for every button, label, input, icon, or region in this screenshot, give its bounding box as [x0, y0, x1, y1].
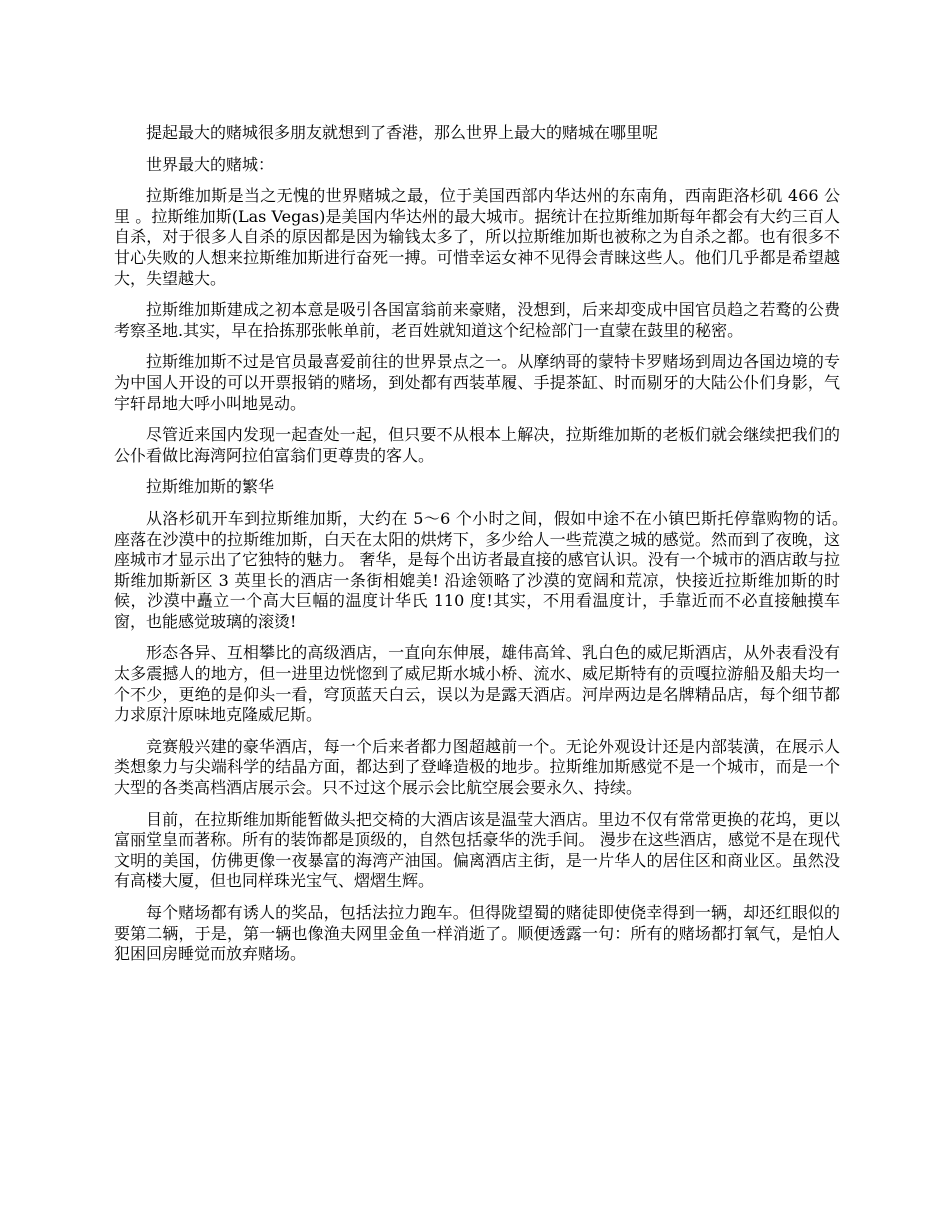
luxury-hotels-paragraph: 竞赛般兴建的豪华酒店，每一个后来者都力图超越前一个。无论外观设计还是内部装潢，在展示人类想象力与尖端科学的结晶方面，都达到了登峰造极的地步。拉斯维加斯感觉不是一个城市，而是一个大型的各类高档酒店展示会。只不过这个展示会比航空展会要永久、持续。: [114, 736, 840, 798]
wynn-hotel-paragraph: 目前，在拉斯维加斯能暂做头把交椅的大酒店该是温莹大酒店。里边不仅有常常更换的花坞，更以富丽堂皇而著称。所有的装饰都是顶级的，自然包括豪华的洗手间。 漫步在这些酒店，感觉不是在现代文明的美国，仿佛更像一夜暴富的海湾产油国。偏离酒店主街，是一片华人的居住区和商业区。虽然没有高楼大厦，但也同样珠光宝气、熠熠生辉。: [114, 809, 840, 891]
las-vegas-overview-paragraph: 拉斯维加斯是当之无愧的世界赌城之最，位于美国西部内华达州的东南角，西南距洛杉矶 466 公里 。拉斯维加斯(Las Vegas)是美国内华达州的最大城市。据统计在拉斯维加斯每年都会有大约三百人自杀，对于很多人自杀的原因都是因为输钱太多了，所以拉斯维加斯也被称之为自杀之都。也有很多不甘心失败的人想来拉斯维加斯进行奋死一搏。可惜幸运女神不见得会青睐这些人。他们几乎都是希望越大，失望越大。: [114, 186, 840, 288]
official-visits-paragraph: 拉斯维加斯建成之初本意是吸引各国富翁前来豪赌，没想到，后来却变成中国官员趋之若鹜的公费考察圣地.其实，早在拾拣那张帐单前，老百姓就知道这个纪检部门一直蒙在鼓里的秘密。: [114, 300, 840, 340]
document-body: [114, 123, 857, 976]
crackdown-paragraph: 尽管近来国内发现一起查处一起，但只要不从根本上解决，拉斯维加斯的老板们就会继续把我们的公仆看做比海湾阿拉伯富翁们更尊贵的客人。: [114, 425, 840, 465]
casino-prizes-paragraph: 每个赌场都有诱人的奖品，包括法拉力跑车。但得陇望蜀的赌徒即使侥幸得到一辆，却还红眼似的要第二辆，于是，第一辆也像渔夫网里金鱼一样消逝了。顺便透露一句：所有的赌场都打氧气，是怕人犯困回房睡觉而放弃赌场。: [114, 903, 840, 964]
drive-from-la-paragraph: 从洛杉矶开车到拉斯维加斯，大约在 5～6 个小时之间，假如中途不在小镇巴斯托停靠购物的话。 座落在沙漠中的拉斯维加斯，白天在太阳的烘烤下，多少给人一些荒漠之城的感觉。然而到了夜晚，这座城市才显示出了它独特的魅力。 奢华，是每个出访者最直接的感官认识。没有一个城市的酒店敢与拉斯维加斯新区 3 英里长的酒店一条街相媲美! 沿途领略了沙漠的宽阔和荒凉，快接近拉斯维加斯的时候，沙漠中矗立一个高大巨幅的温度计华氏 110 度!其实，不用看温度计，手靠近而不必直接触摸车窗，也能感觉玻璃的滚烫!: [114, 508, 857, 631]
intro-question-paragraph: 提起最大的赌城很多朋友就想到了香港，那么世界上最大的赌城在哪里呢: [146, 123, 659, 142]
section-heading-prosperity: 拉斯维加斯的繁华: [146, 477, 275, 497]
section-heading-biggest-casino: 世界最大的赌城：: [146, 154, 275, 174]
world-destinations-paragraph: 拉斯维加斯不过是官员最喜爱前往的世界景点之一。从摩纳哥的蒙特卡罗赌场到周边各国边境的专为中国人开设的可以开票报销的赌场，到处都有西装革履、手提茶缸、时而剔牙的大陆公仆们身影，气宇轩昂地大呼小叫地晃动。: [114, 352, 840, 413]
venetian-hotel-paragraph: 形态各异、互相攀比的高级酒店，一直向东伸展，雄伟高耸、乳白色的威尼斯酒店，从外表看没有太多震撼人的地方，但一进里边恍惚到了威尼斯水城小桥、流水、威尼斯特有的贡嘎拉游船及船夫均一个不少，更绝的是仰头一看，穹顶蓝天白云，误以为是露天酒店。河岸两边是名牌精品店，每个细节都力求原汁原味地克隆威尼斯。: [114, 643, 840, 725]
